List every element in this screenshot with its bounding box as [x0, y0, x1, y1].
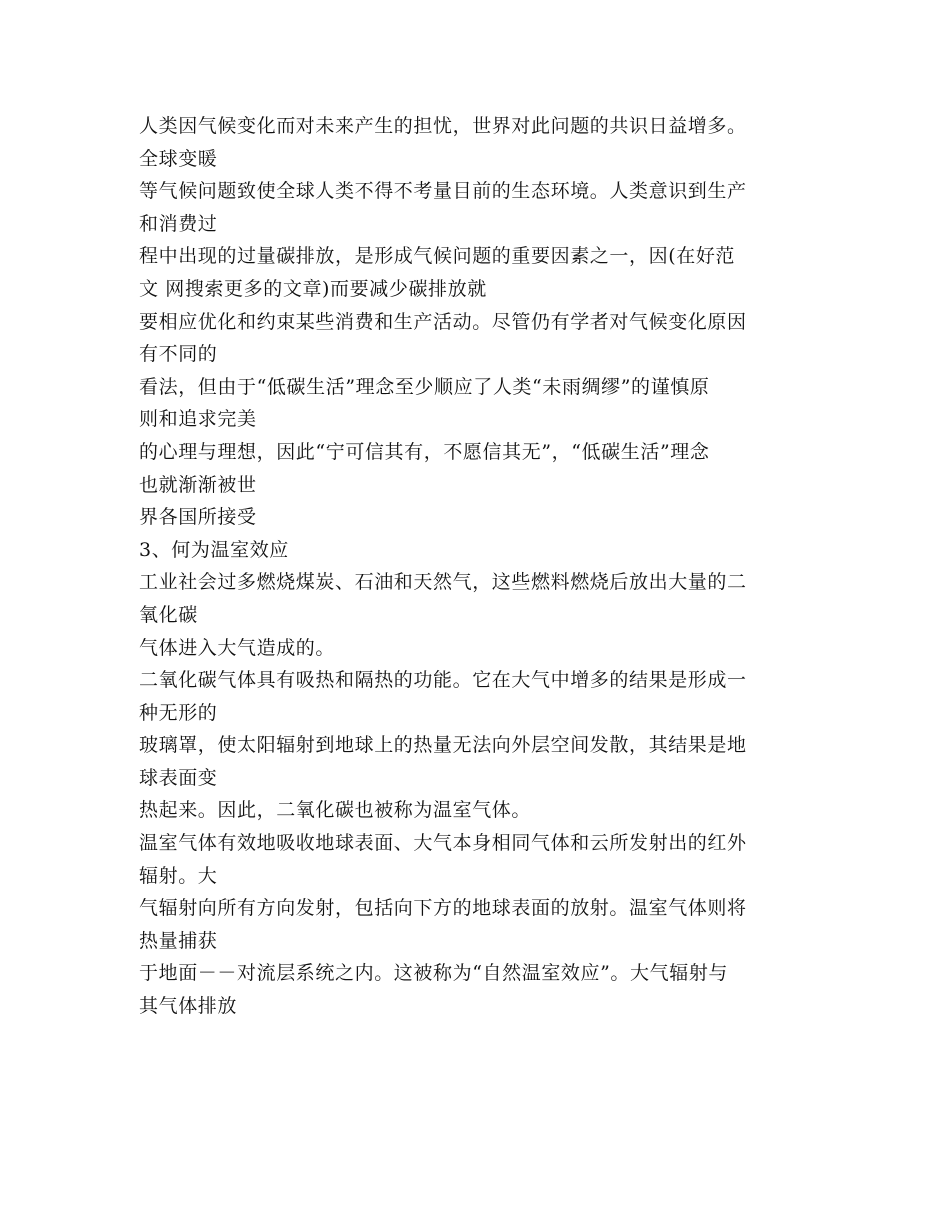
- text-line: 辐射。大: [139, 864, 218, 887]
- section-heading: 3、何为温室效应: [139, 538, 289, 561]
- text-line: 则和追求完美: [139, 408, 257, 431]
- text-line: 种无形的: [139, 701, 218, 724]
- text-line: 热起来。因此，二氧化碳也被称为温室气体。: [139, 799, 532, 822]
- text-line: 要相应优化和约束某些消费和生产活动。尽管仍有学者对气候变化原因: [139, 310, 747, 333]
- text-line: 其气体排放: [139, 995, 238, 1018]
- text-line: 热量捕获: [139, 929, 218, 952]
- document-body: [139, 110, 819, 1023]
- text-line: 的心理与理想，因此“宁可信其有，不愿信其无”，“低碳生活”理念: [139, 440, 710, 463]
- text-line: 和消费过: [139, 212, 218, 235]
- text-line: 气辐射向所有方向发射，包括向下方的地球表面的放射。温室气体则将: [139, 897, 747, 920]
- text-line: 氧化碳: [139, 603, 198, 626]
- text-line: 球表面变: [139, 766, 218, 789]
- text-line: 工业社会过多燃烧煤炭、石油和天然气，这些燃料燃烧后放出大量的二: [139, 571, 747, 594]
- text-line: 看法，但由于“低碳生活”理念至少顺应了人类“未雨绸缪”的谨慎原: [139, 375, 710, 398]
- text-line: 气体进入大气造成的。: [139, 636, 336, 659]
- text-line: 文 网搜索更多的文章)而要减少碳排放就: [139, 277, 487, 300]
- text-line: 二氧化碳气体具有吸热和隔热的功能。它在大气中增多的结果是形成一: [139, 669, 747, 692]
- text-line: 也就渐渐被世: [139, 473, 257, 496]
- text-line: 程中出现的过量碳排放，是形成气候问题的重要因素之一，因(在好范: [139, 245, 736, 268]
- text-line: 玻璃罩，使太阳辐射到地球上的热量无法向外层空间发散，其结果是地: [139, 734, 747, 757]
- text-line: 人类因气候变化而对未来产生的担忧，世界对此问题的共识日益增多。: [139, 115, 747, 137]
- text-line: 温室气体有效地吸收地球表面、大气本身相同气体和云所发射出的红外: [139, 832, 747, 855]
- text-line: 有不同的: [139, 343, 218, 366]
- text-line: 于地面－－对流层系统之内。这被称为“自然温室效应”。大气辐射与: [139, 962, 729, 985]
- text-line: 等气候问题致使全球人类不得不考量目前的生态环境。人类意识到生产: [139, 180, 747, 203]
- text-line: 界各国所接受: [139, 506, 257, 529]
- text-line: 全球变暖: [139, 147, 218, 170]
